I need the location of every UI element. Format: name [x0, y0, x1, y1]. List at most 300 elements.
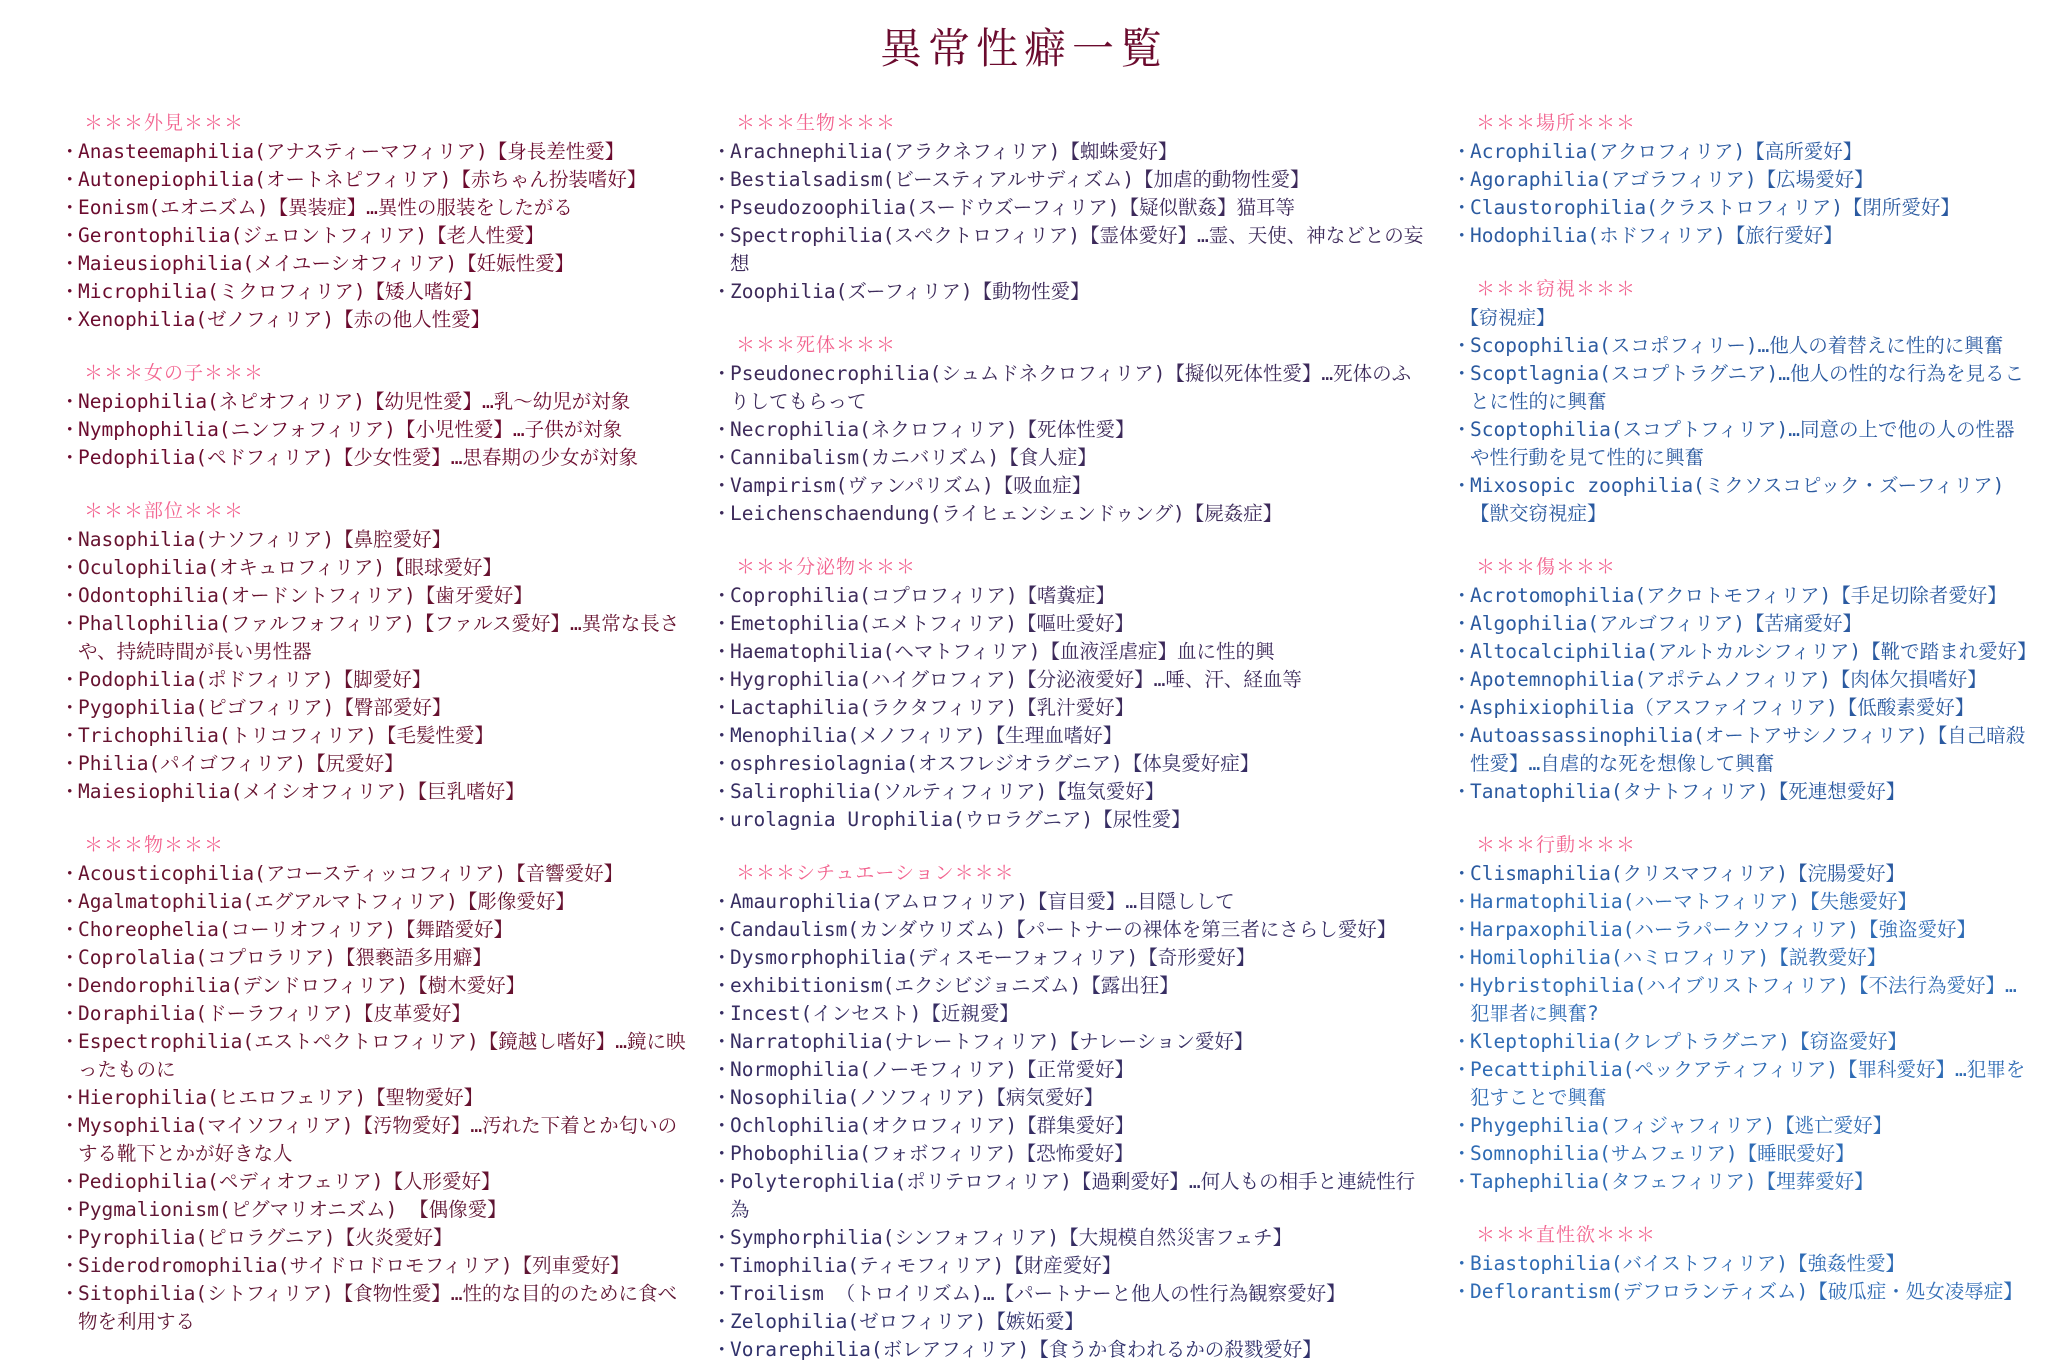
- bullet-icon: ・: [60, 1030, 80, 1053]
- list-item: [710, 944, 1430, 972]
- list-item: [58, 388, 690, 416]
- list-item: [1450, 582, 2028, 610]
- bullet-icon: ・: [60, 196, 80, 219]
- bullet-icon: ・: [60, 696, 80, 719]
- list-item-label: Gerontophilia(ジェロントフィリア)【老人性愛】: [78, 224, 545, 247]
- list-item-label: urolagnia Urophilia(ウロラグニア)【尿性愛】: [730, 808, 1191, 831]
- bullet-icon: ・: [712, 1282, 732, 1305]
- bullet-icon: ・: [712, 224, 732, 247]
- list-item: [710, 1336, 1430, 1364]
- list-item: [710, 1112, 1430, 1140]
- item-list: [58, 860, 690, 1336]
- item-list: [1450, 1250, 2028, 1306]
- bullet-icon: ・: [712, 668, 732, 691]
- list-item-label: Haematophilia(ヘマトフィリア)【血液淫虐症】血に性的興: [730, 640, 1275, 663]
- bullet-icon: ・: [60, 724, 80, 747]
- list-item-label: Nasophilia(ナソフィリア)【鼻腔愛好】: [78, 528, 452, 551]
- item-list: [1450, 138, 2028, 250]
- list-item-label: Hierophilia(ヒエロフェリア)【聖物愛好】: [78, 1086, 484, 1109]
- list-item: [710, 638, 1430, 666]
- list-item-label: Hybristophilia(ハイブリストフィリア)【不法行為愛好】…犯罪者に興奮?: [1470, 974, 2017, 1025]
- section: [710, 858, 1430, 1364]
- list-item-label: Autoassassinophilia(オートアサシノフィリア)【自己暗殺性愛】…自虐的な死を想像して興奮: [1470, 724, 2026, 775]
- list-item-label: Vorarephilia(ボレアフィリア)【食うか食われるかの殺戮愛好】: [730, 1338, 1322, 1361]
- list-item-label: Acousticophilia(アコースティッコフィリア)【音響愛好】: [78, 862, 624, 885]
- bullet-icon: ・: [1452, 974, 1472, 997]
- list-item: [1450, 360, 2028, 416]
- bullet-icon: ・: [712, 196, 732, 219]
- bullet-icon: ・: [1452, 474, 1472, 497]
- list-item-label: Maieusiophilia(メイユーシオフィリア)【妊娠性愛】: [78, 252, 575, 275]
- list-item: [710, 694, 1430, 722]
- list-item-label: Scopophilia(スコポフィリー)…他人の着替えに性的に興奮: [1470, 334, 2004, 357]
- section-header: ＊＊＊シチュエーション＊＊＊: [736, 862, 1015, 884]
- list-item: [710, 1252, 1430, 1280]
- list-item: [1450, 610, 2028, 638]
- list-item-label: Amaurophilia(アムロフィリア)【盲目愛】…目隠しして: [730, 890, 1235, 913]
- list-item: [58, 194, 690, 222]
- bullet-icon: ・: [1452, 696, 1472, 719]
- bullet-icon: ・: [60, 946, 80, 969]
- list-item-label: Ochlophilia(オクロフィリア)【群集愛好】: [730, 1114, 1135, 1137]
- list-item: [58, 1112, 690, 1168]
- bullet-icon: ・: [60, 1226, 80, 1249]
- list-item-label: Coprophilia(コプロフィリア)【嗜糞症】: [730, 584, 1116, 607]
- section-header: ＊＊＊窃視＊＊＊: [1476, 278, 1637, 300]
- list-item: [710, 1000, 1430, 1028]
- list-item: [58, 916, 690, 944]
- list-item: [58, 444, 690, 472]
- bullet-icon: ・: [712, 446, 732, 469]
- bullet-icon: ・: [712, 502, 732, 525]
- bullet-icon: ・: [60, 556, 80, 579]
- list-item: [710, 778, 1430, 806]
- bullet-icon: ・: [712, 418, 732, 441]
- bullet-icon: ・: [60, 224, 80, 247]
- list-item-label: Microphilia(ミクロフィリア)【矮人嗜好】: [78, 280, 483, 303]
- bullet-icon: ・: [1452, 1058, 1472, 1081]
- list-item: [710, 222, 1430, 278]
- bullet-icon: ・: [60, 1198, 80, 1221]
- list-item-label: Altocalciphilia(アルトカルシフィリア)【靴で踏まれ愛好】: [1470, 640, 2037, 663]
- list-item: [1450, 472, 2028, 528]
- list-item-label: Nepiophilia(ネピオフィリア)【幼児性愛】…乳〜幼児が対象: [78, 390, 631, 413]
- list-item-label: Pecattiphilia(ペックアティフィリア)【罪科愛好】…犯罪を犯すことで興奮: [1470, 1058, 2026, 1109]
- list-item-label: Maiesiophilia(メイシオフィリア)【巨乳嗜好】: [78, 780, 525, 803]
- list-item-label: Hygrophilia(ハイグロフィア)【分泌液愛好】…唾、汗、経血等: [730, 668, 1302, 691]
- bullet-icon: ・: [712, 808, 732, 831]
- section-header: ＊＊＊直性欲＊＊＊: [1476, 1224, 1657, 1246]
- list-item-label: Taphephilia(タフェフィリア)【埋葬愛好】: [1470, 1170, 1874, 1193]
- list-item: [58, 722, 690, 750]
- section-header: ＊＊＊行動＊＊＊: [1476, 834, 1637, 856]
- list-item: [1450, 416, 2028, 472]
- bullet-icon: ・: [1452, 334, 1472, 357]
- list-item-label: Vampirism(ヴァンパリズム)【吸血症】: [730, 474, 1092, 497]
- list-item: [58, 860, 690, 888]
- list-item: [710, 610, 1430, 638]
- bullet-icon: ・: [1452, 918, 1472, 941]
- section-header: ＊＊＊部位＊＊＊: [84, 500, 245, 522]
- bullet-icon: ・: [712, 780, 732, 803]
- list-item: [1450, 1028, 2028, 1056]
- list-item: [710, 278, 1430, 306]
- bullet-icon: ・: [712, 918, 732, 941]
- bullet-icon: ・: [60, 1114, 80, 1137]
- list-item: [1450, 138, 2028, 166]
- list-item-label: Espectrophilia(エストペクトロフィリア)【鏡越し嗜好】…鏡に映ったものに: [78, 1030, 686, 1081]
- bullet-icon: ・: [1452, 584, 1472, 607]
- list-item: [710, 194, 1430, 222]
- item-list: [58, 526, 690, 806]
- list-item: [710, 1168, 1430, 1224]
- list-item: [58, 1000, 690, 1028]
- section: [1450, 830, 2028, 1196]
- list-item: [710, 1028, 1430, 1056]
- list-item-label: Bestialsadism(ビースティアルサディズム)【加虐的動物性愛】: [730, 168, 1310, 191]
- bullet-icon: ・: [712, 696, 732, 719]
- bullet-icon: ・: [712, 1226, 732, 1249]
- list-item-label: Eonism(エオニズム)【異装症】…異性の服装をしたがる: [78, 196, 573, 219]
- bullet-icon: ・: [712, 1086, 732, 1109]
- list-item-label: Algophilia(アルゴフィリア)【苦痛愛好】: [1470, 612, 1863, 635]
- list-item-label: Symphorphilia(シンフォフィリア)【大規模自然災害フェチ】: [730, 1226, 1293, 1249]
- list-item-label: Deflorantism(デフロランティズム)【破瓜症・処女凌辱症】: [1470, 1280, 2023, 1303]
- list-item-label: Pedophilia(ペドフィリア)【少女性愛】…思春期の少女が対象: [78, 446, 638, 469]
- list-item-label: Sitophilia(シトフィリア)【食物性愛】…性的な目的のために食べ物を利用する: [78, 1282, 677, 1333]
- list-item: [58, 1028, 690, 1084]
- list-item-label: Zelophilia(ゼロフィリア)【嫉妬愛】: [730, 1310, 1084, 1333]
- list-item-label: osphresiolagnia(オスフレジオラグニア)【体臭愛好症】: [730, 752, 1260, 775]
- bullet-icon: ・: [712, 1114, 732, 1137]
- list-item-label: Dysmorphophilia(ディスモーフォフィリア)【奇形愛好】: [730, 946, 1256, 969]
- bullet-icon: ・: [60, 252, 80, 275]
- list-item-label: Harmatophilia(ハーマトフィリア)【失態愛好】: [1470, 890, 1917, 913]
- list-item-label: Kleptophilia(クレプトラグニア)【窃盗愛好】: [1470, 1030, 1907, 1053]
- list-item-label: Acrotomophilia(アクロトモフィリア)【手足切除者愛好】: [1470, 584, 2007, 607]
- list-item-label: Scoptophilia(スコプトフィリア)…同意の上で他の人の性器や性行動を見て性的に興奮: [1470, 418, 2015, 469]
- section: [1450, 552, 2037, 806]
- list-item-label: Apotemnophilia(アポテムノフィリア)【肉体欠損嗜好】: [1470, 668, 1987, 691]
- list-item-label: Coprolalia(コプロラリア)【猥褻語多用癖】: [78, 946, 492, 969]
- bullet-icon: ・: [60, 418, 80, 441]
- list-item: [58, 526, 690, 554]
- column-1: [0, 108, 700, 1336]
- section-header: ＊＊＊生物＊＊＊: [736, 112, 897, 134]
- list-item-label: Normophilia(ノーモフィリア)【正常愛好】: [730, 1058, 1134, 1081]
- list-item-label: Nymphophilia(ニンフォフィリア)【小児性愛】…子供が対象: [78, 418, 623, 441]
- section: [710, 108, 1430, 306]
- bullet-icon: ・: [1452, 612, 1472, 635]
- bullet-icon: ・: [1452, 224, 1472, 247]
- list-item-label: Necrophilia(ネクロフィリア)【死体性愛】: [730, 418, 1135, 441]
- list-item: [710, 472, 1430, 500]
- list-item: [1450, 916, 2028, 944]
- list-item: [1450, 1168, 2028, 1196]
- list-item: [1450, 722, 2028, 778]
- list-item-label: Nosophilia(ノソフィリア)【病気愛好】: [730, 1086, 1104, 1109]
- section-header: ＊＊＊物＊＊＊: [84, 834, 225, 856]
- section: [710, 552, 1430, 834]
- bullet-icon: ・: [712, 168, 732, 191]
- section-header: ＊＊＊場所＊＊＊: [1476, 112, 1637, 134]
- bullet-icon: ・: [60, 584, 80, 607]
- list-item: [1450, 888, 2028, 916]
- section: [1450, 1220, 2028, 1306]
- list-item: [710, 1140, 1430, 1168]
- list-item: [1450, 972, 2028, 1028]
- columns-container: [0, 108, 2048, 1364]
- section: [58, 358, 690, 472]
- list-item: [1450, 860, 2028, 888]
- column-2: [700, 108, 1440, 1364]
- list-item-label: Harpaxophilia(ハーラパークソフィリア)【強盗愛好】: [1470, 918, 1977, 941]
- bullet-icon: ・: [1452, 1170, 1472, 1193]
- bullet-icon: ・: [60, 308, 80, 331]
- list-item-label: Hodophilia(ホドフィリア)【旅行愛好】: [1470, 224, 1843, 247]
- list-item: [1450, 694, 2028, 722]
- bullet-icon: ・: [712, 890, 732, 913]
- item-list: [710, 582, 1430, 834]
- list-item-label: Clismaphilia(クリスマフィリア)【浣腸愛好】: [1470, 862, 1906, 885]
- list-item: [1450, 944, 2028, 972]
- list-item: [58, 1196, 690, 1224]
- list-item: [58, 750, 690, 778]
- list-item: [710, 806, 1430, 834]
- section-header: ＊＊＊死体＊＊＊: [736, 334, 897, 356]
- list-item: [58, 610, 690, 666]
- bullet-icon: ・: [712, 1338, 732, 1361]
- list-item: [710, 138, 1430, 166]
- bullet-icon: ・: [60, 1170, 80, 1193]
- bullet-icon: ・: [1452, 890, 1472, 913]
- bullet-icon: ・: [1452, 862, 1472, 885]
- list-item: [710, 972, 1430, 1000]
- list-item: [58, 972, 690, 1000]
- bullet-icon: ・: [60, 140, 80, 163]
- list-item: [1450, 1112, 2028, 1140]
- section: [1450, 108, 2028, 250]
- list-item: [1450, 194, 2028, 222]
- list-item: [58, 306, 690, 334]
- bullet-icon: ・: [1452, 168, 1472, 191]
- section-header: ＊＊＊女の子＊＊＊: [84, 362, 265, 384]
- bullet-icon: ・: [60, 612, 80, 635]
- section-header: ＊＊＊傷＊＊＊: [1476, 556, 1617, 578]
- bullet-icon: ・: [60, 390, 80, 413]
- list-item-label: Polyterophilia(ポリテロフィリア)【過剰愛好】…何人もの相手と連続性行為: [730, 1170, 1416, 1221]
- bullet-icon: ・: [1452, 1280, 1472, 1303]
- section: [58, 496, 690, 806]
- list-item: [1450, 166, 2028, 194]
- list-item: [1450, 1278, 2028, 1306]
- bullet-icon: ・: [1452, 1252, 1472, 1275]
- list-item-label: Doraphilia(ドーラフィリア)【皮革愛好】: [78, 1002, 471, 1025]
- list-item-label: Xenophilia(ゼノフィリア)【赤の他人性愛】: [78, 308, 491, 331]
- list-item-label: Trichophilia(トリコフィリア)【毛髪性愛】: [78, 724, 494, 747]
- bullet-icon: ・: [1452, 1142, 1472, 1165]
- list-item: [1450, 332, 2028, 360]
- section-header: ＊＊＊分泌物＊＊＊: [736, 556, 917, 578]
- item-list: [1450, 860, 2028, 1196]
- list-item: [710, 444, 1430, 472]
- list-item: [710, 500, 1430, 528]
- list-item: [710, 888, 1430, 916]
- list-item-label: Autonepiophilia(オートネピフィリア)【赤ちゃん扮装嗜好】: [78, 168, 647, 191]
- list-item: [710, 360, 1430, 416]
- item-list: [710, 360, 1430, 528]
- bullet-icon: ・: [1452, 724, 1472, 747]
- item-list: [1450, 582, 2037, 806]
- bullet-icon: ・: [60, 280, 80, 303]
- section: [58, 108, 690, 334]
- list-item: [710, 750, 1430, 778]
- list-item: [58, 1280, 690, 1336]
- list-item: [58, 694, 690, 722]
- list-item-label: Asphixiophilia（アスファイフィリア)【低酸素愛好】: [1470, 696, 1975, 719]
- bullet-icon: ・: [1452, 1114, 1472, 1137]
- list-item-label: Pseudozoophilia(スードウズーフィリア)【疑似獣姦】猫耳等: [730, 196, 1296, 219]
- list-item-label: Salirophilia(ソルティフィリア)【塩気愛好】: [730, 780, 1165, 803]
- list-item-label: Pygophilia(ピゴフィリア)【臀部愛好】: [78, 696, 452, 719]
- bullet-icon: ・: [1452, 362, 1472, 385]
- list-item-label: Phygephilia(フィジャフィリア)【逃亡愛好】: [1470, 1114, 1893, 1137]
- bullet-icon: ・: [60, 168, 80, 191]
- list-item-label: Choreophelia(コーリオフィリア)【舞踏愛好】: [78, 918, 514, 941]
- list-item-label: Incest(インセスト)【近親愛】: [730, 1002, 1019, 1025]
- list-item-label: Podophilia(ポドフィリア)【脚愛好】: [78, 668, 432, 691]
- bullet-icon: ・: [712, 612, 732, 635]
- list-item-label: Menophilia(メノフィリア)【生理血嗜好】: [730, 724, 1123, 747]
- list-item-label: Somnophilia(サムフェリア)【睡眠愛好】: [1470, 1142, 1855, 1165]
- bullet-icon: ・: [712, 752, 732, 775]
- item-list: [710, 138, 1430, 306]
- bullet-icon: ・: [712, 1310, 732, 1333]
- list-item: [1450, 1056, 2028, 1112]
- bullet-icon: ・: [712, 584, 732, 607]
- list-item-label: Pyrophilia(ピロラグニア)【火炎愛好】: [78, 1226, 453, 1249]
- bullet-icon: ・: [712, 724, 732, 747]
- list-item: [58, 1084, 690, 1112]
- list-item: [58, 888, 690, 916]
- section: [710, 330, 1430, 528]
- bullet-icon: ・: [1452, 140, 1472, 163]
- bullet-icon: ・: [712, 280, 732, 303]
- bullet-icon: ・: [60, 1086, 80, 1109]
- bullet-icon: ・: [712, 140, 732, 163]
- list-item: [710, 1224, 1430, 1252]
- list-item: [710, 166, 1430, 194]
- list-item-label: Cannibalism(カニバリズム)【食人症】: [730, 446, 1097, 469]
- list-item-label: Claustorophilia(クラストロフィリア)【閉所愛好】: [1470, 196, 1960, 219]
- list-item-label: Siderodromophilia(サイドロドロモフィリア)【列車愛好】: [78, 1254, 630, 1277]
- bullet-icon: ・: [60, 1282, 80, 1305]
- list-item-label: Leichenschaendung(ライヒェンシェンドゥング)【屍姦症】: [730, 502, 1283, 525]
- list-item-label: Odontophilia(オードントフィリア)【歯牙愛好】: [78, 584, 533, 607]
- bullet-icon: ・: [60, 974, 80, 997]
- list-item: [1450, 778, 2028, 806]
- list-item-label: Emetophilia(エメトフィリア)【嘔吐愛好】: [730, 612, 1134, 635]
- list-item-label: Lactaphilia(ラクタフィリア)【乳汁愛好】: [730, 696, 1135, 719]
- bullet-icon: ・: [712, 1058, 732, 1081]
- list-item: [58, 222, 690, 250]
- list-item: [58, 138, 690, 166]
- section-header: ＊＊＊外見＊＊＊: [84, 112, 245, 134]
- bullet-icon: ・: [712, 362, 732, 385]
- list-item: [1450, 638, 2037, 666]
- item-list: [1450, 332, 2028, 528]
- list-item: [1450, 666, 2028, 694]
- bullet-icon: ・: [60, 752, 80, 775]
- list-item-label: Tanatophilia(タナトフィリア)【死連想愛好】: [1470, 780, 1906, 803]
- list-item-label: Homilophilia(ハミロフィリア)【説教愛好】: [1470, 946, 1887, 969]
- item-list: [710, 888, 1430, 1364]
- bullet-icon: ・: [712, 946, 732, 969]
- bullet-icon: ・: [60, 528, 80, 551]
- bullet-icon: ・: [712, 1030, 732, 1053]
- bullet-icon: ・: [712, 1254, 732, 1277]
- section-note: 【窃視症】: [1460, 307, 1556, 329]
- list-item: [58, 416, 690, 444]
- list-item-label: Timophilia(ティモフィリア)【財産愛好】: [730, 1254, 1122, 1277]
- list-item: [1450, 1140, 2028, 1168]
- bullet-icon: ・: [60, 780, 80, 803]
- list-item-label: Narratophilia(ナレートフィリア)【ナレーション愛好】: [730, 1030, 1254, 1053]
- list-item: [58, 166, 690, 194]
- bullet-icon: ・: [1452, 1030, 1472, 1053]
- list-item: [58, 554, 690, 582]
- list-item-label: Mixosopic zoophilia(ミクソスコピック・ズーフィリア)【獣交窃視症】: [1470, 474, 2005, 525]
- list-item: [710, 1308, 1430, 1336]
- list-item-label: Agalmatophilia(エグアルマトフィリア)【彫像愛好】: [78, 890, 575, 913]
- list-item-label: Acrophilia(アクロフィリア)【高所愛好】: [1470, 140, 1863, 163]
- list-item-label: Phobophilia(フォボフィリア)【恐怖愛好】: [730, 1142, 1134, 1165]
- list-item: [710, 916, 1430, 944]
- bullet-icon: ・: [1452, 196, 1472, 219]
- bullet-icon: ・: [1452, 640, 1472, 663]
- list-item-label: Candaulism(カンダウリズム)【パートナーの裸体を第三者にさらし愛好】: [730, 918, 1397, 941]
- list-item: [710, 666, 1430, 694]
- bullet-icon: ・: [1452, 946, 1472, 969]
- section: [1450, 274, 2028, 528]
- bullet-icon: ・: [60, 862, 80, 885]
- list-item-label: Pediophilia(ペディオフェリア)【人形愛好】: [78, 1170, 501, 1193]
- column-3: [1440, 108, 2048, 1306]
- item-list: [58, 388, 690, 472]
- list-item: [58, 582, 690, 610]
- bullet-icon: ・: [712, 1142, 732, 1165]
- bullet-icon: ・: [60, 668, 80, 691]
- section: [58, 830, 690, 1336]
- bullet-icon: ・: [60, 446, 80, 469]
- list-item: [710, 582, 1430, 610]
- bullet-icon: ・: [1452, 668, 1472, 691]
- list-item-label: Arachnephilia(アラクネフィリア)【蜘蛛愛好】: [730, 140, 1178, 163]
- list-item-label: Spectrophilia(スペクトロフィリア)【霊体愛好】…霊、天使、神などとの妄想: [730, 224, 1424, 275]
- list-item-label: Scoptlagnia(スコプトラグニア)…他人の性的な行為を見ることに性的に興奮: [1470, 362, 2024, 413]
- list-item: [58, 250, 690, 278]
- list-item-label: Pseudonecrophilia(シュムドネクロフィリア)【擬似死体性愛】…死体のふりしてもらって: [730, 362, 1412, 413]
- list-item: [58, 278, 690, 306]
- list-item-label: Biastophilia(バイストフィリア)【強姦性愛】: [1470, 1252, 1906, 1275]
- list-item-label: Agoraphilia(アゴラフィリア)【広場愛好】: [1470, 168, 1874, 191]
- page-title: 異常性癖一覧: [879, 24, 1168, 73]
- bullet-icon: ・: [1452, 780, 1472, 803]
- list-item: [58, 1252, 690, 1280]
- item-list: [58, 138, 690, 334]
- list-item: [58, 1168, 690, 1196]
- bullet-icon: ・: [60, 1002, 80, 1025]
